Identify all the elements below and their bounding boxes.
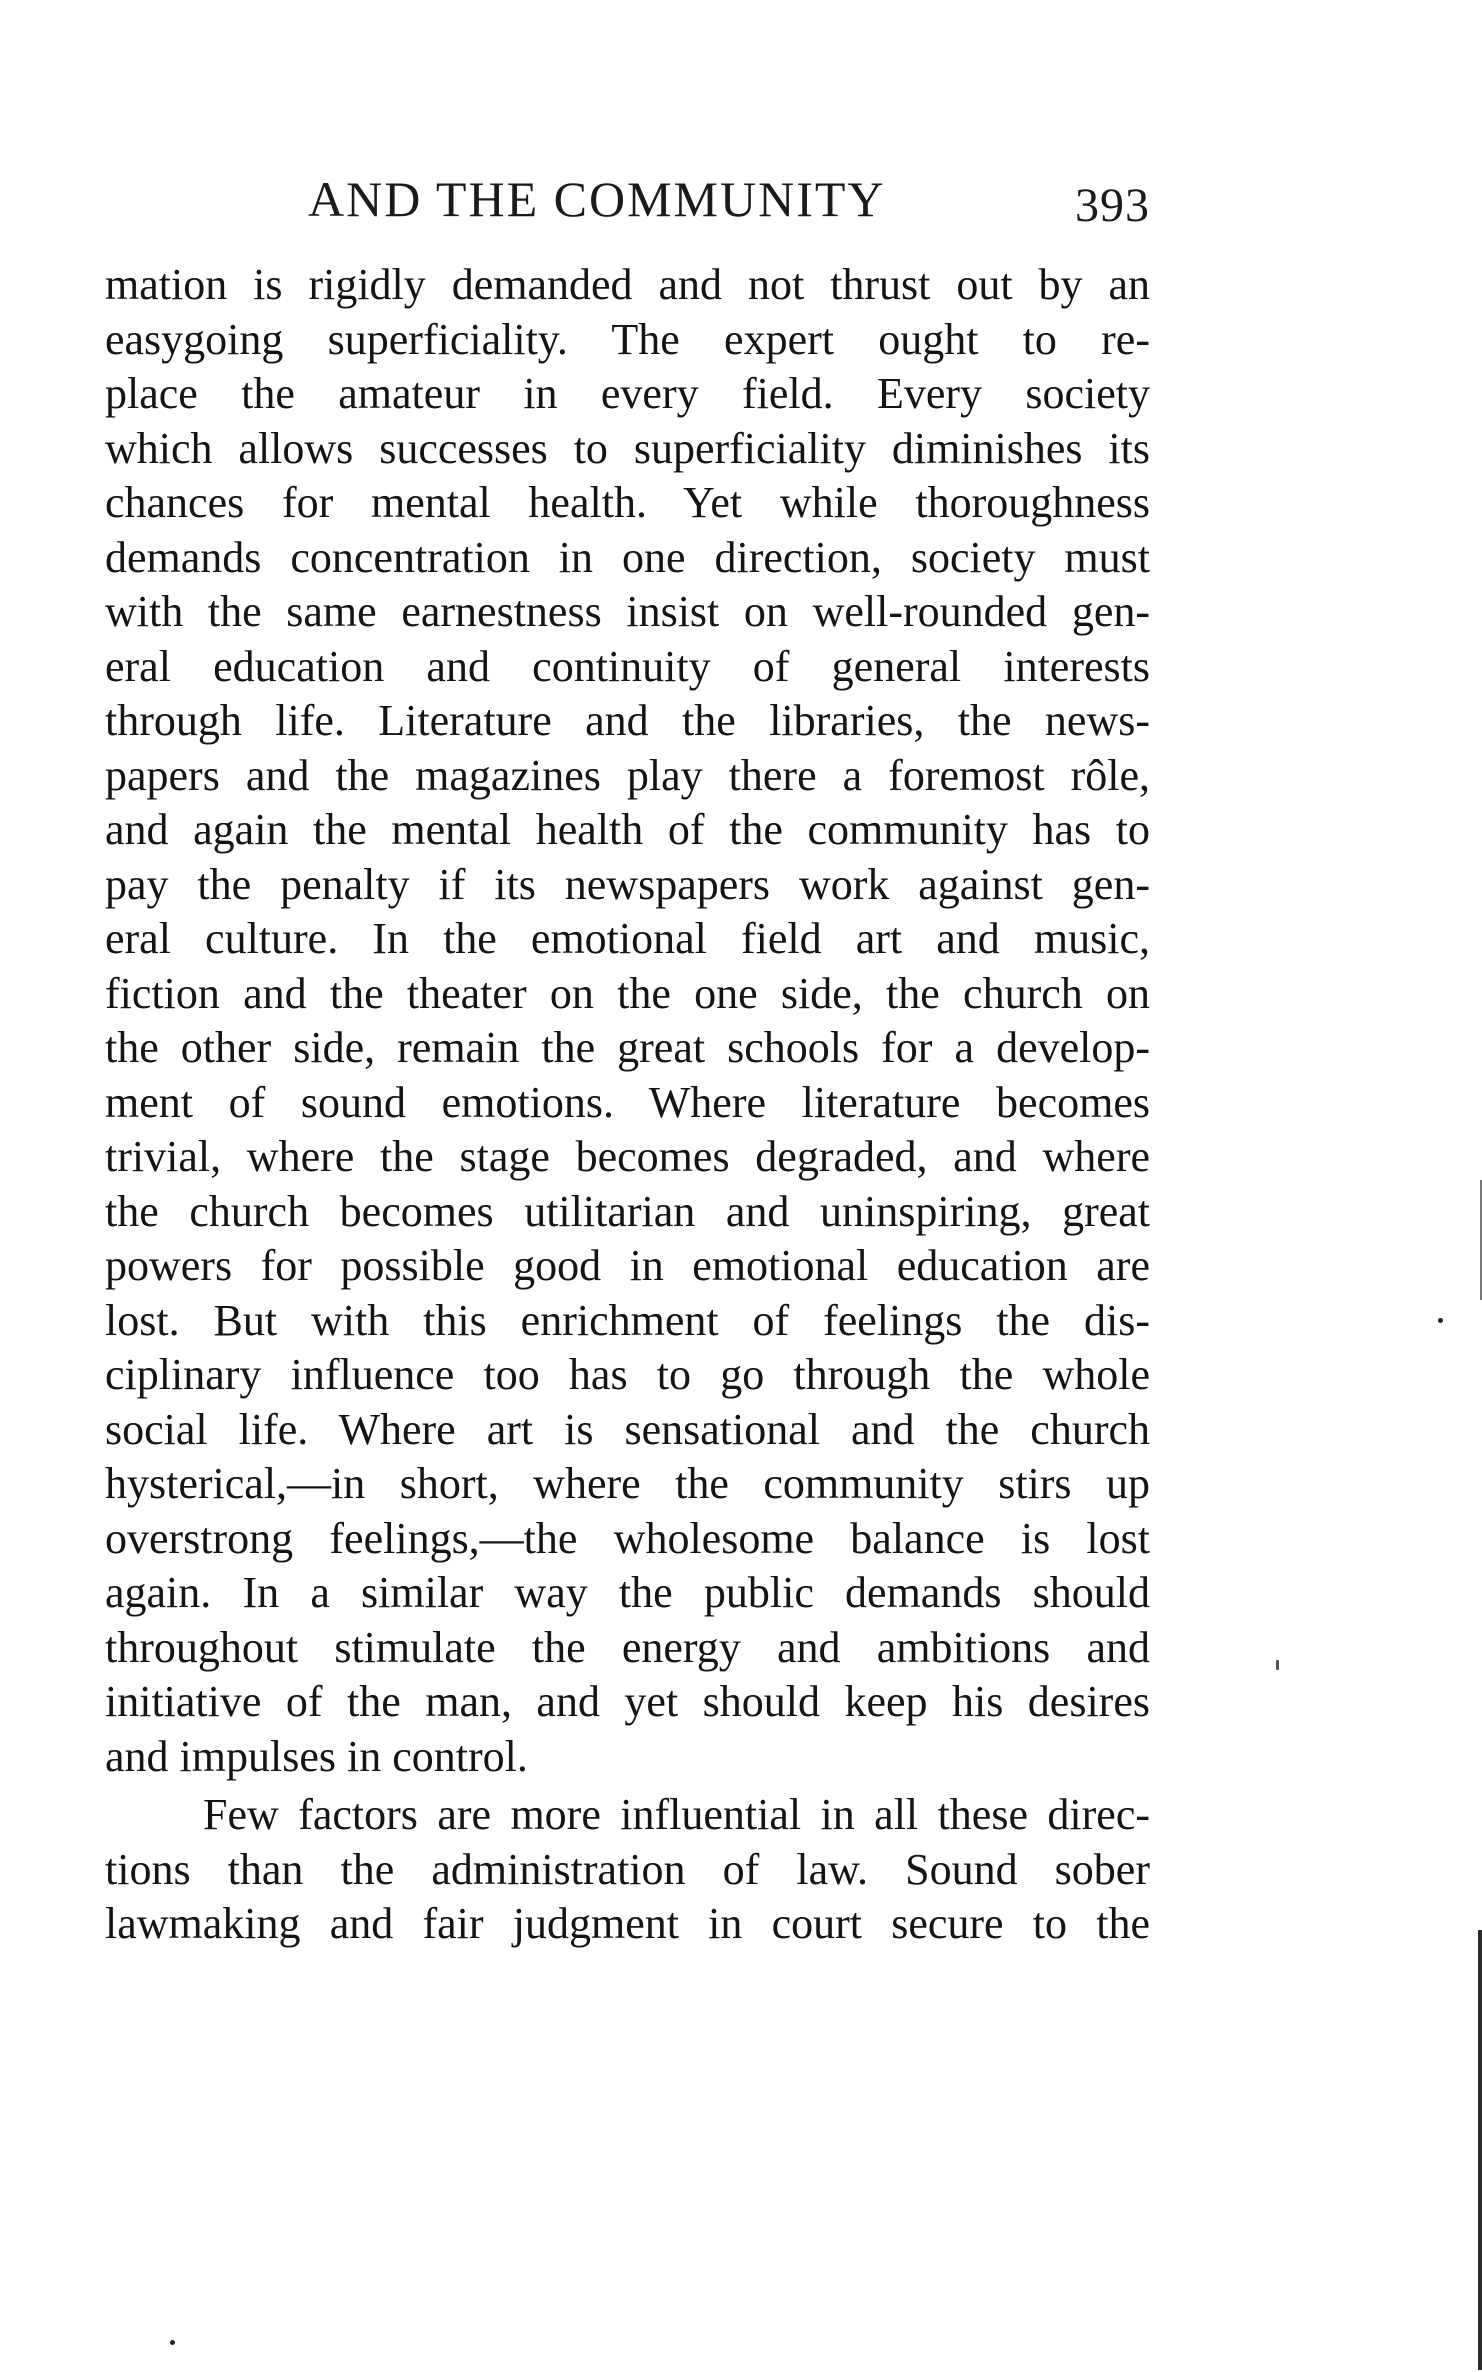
text-line: chances for mental health. Yet while thoroughness <box>105 478 1150 527</box>
running-head: AND THE COMMUNITY <box>308 171 886 227</box>
text-line: the church becomes utilitarian and uninspiring, great <box>105 1186 1150 1236</box>
text-line: powers for possible good in emotional education are <box>105 1241 1150 1290</box>
text-line: hysterical,—in short, where the community stirs up <box>105 1459 1150 1508</box>
text-line: eral education and continuity of general interests <box>105 641 1150 691</box>
text-line: which allows successes to superficiality diminishes its <box>105 423 1150 473</box>
text-line: lawmaking and fair judgment in court secure to the <box>105 1899 1150 1948</box>
paragraph-1 <box>105 258 1150 1784</box>
text-line: initiative of the man, and yet should keep his desires <box>105 1677 1150 1726</box>
text-line: with the same earnestness insist on well-rounded gen- <box>105 587 1150 636</box>
text-line: and again the mental health of the community has to <box>105 805 1150 854</box>
text-line: and impulses in control. <box>105 1731 528 1781</box>
text-line: mation is rigidly demanded and not thrust out by an <box>105 260 1150 309</box>
text-line: lost. But with this enrichment of feelings the dis- <box>105 1295 1150 1345</box>
text-line: easygoing superficiality. The expert ought to re- <box>105 314 1150 364</box>
text-line: eral culture. In the emotional field art and music, <box>105 914 1150 963</box>
page-number: 393 <box>1075 179 1150 232</box>
text-line: place the amateur in every field. Every society <box>105 369 1150 418</box>
scan-speck <box>170 2340 175 2345</box>
text-line: fiction and the theater on the one side, the church on <box>105 968 1150 1018</box>
text-line: throughout stimulate the energy and ambitions and <box>105 1622 1150 1672</box>
body-text <box>105 258 1150 1952</box>
text-line: ment of sound emotions. Where literature becomes <box>105 1077 1150 1127</box>
text-line: trivial, where the stage becomes degraded, and where <box>105 1132 1150 1181</box>
text-line: papers and the magazines play there a foremost rôle, <box>105 750 1150 800</box>
scan-speck <box>1276 1660 1279 1670</box>
text-line: pay the penalty if its newspapers work against gen- <box>105 859 1150 909</box>
text-line: ciplinary influence too has to go through the whole <box>105 1350 1150 1399</box>
text-line: again. In a similar way the public demands should <box>105 1568 1150 1617</box>
text-line: tions than the administration of law. Sound sober <box>105 1844 1150 1894</box>
text-line: social life. Where art is sensational and the church <box>105 1404 1150 1454</box>
scan-speck <box>1438 1318 1443 1323</box>
text-line: Few factors are more influential in all these direc- <box>203 1790 1150 1839</box>
paragraph-2 <box>105 1788 1150 1952</box>
text-line: overstrong feelings,—the wholesome balance is lost <box>105 1513 1150 1563</box>
scan-edge-mark <box>1478 1930 1482 2370</box>
text-line: the other side, remain the great schools for a develop- <box>105 1023 1150 1072</box>
text-line: through life. Literature and the libraries, the news- <box>105 696 1150 745</box>
text-line: demands concentration in one direction, society must <box>105 532 1150 582</box>
